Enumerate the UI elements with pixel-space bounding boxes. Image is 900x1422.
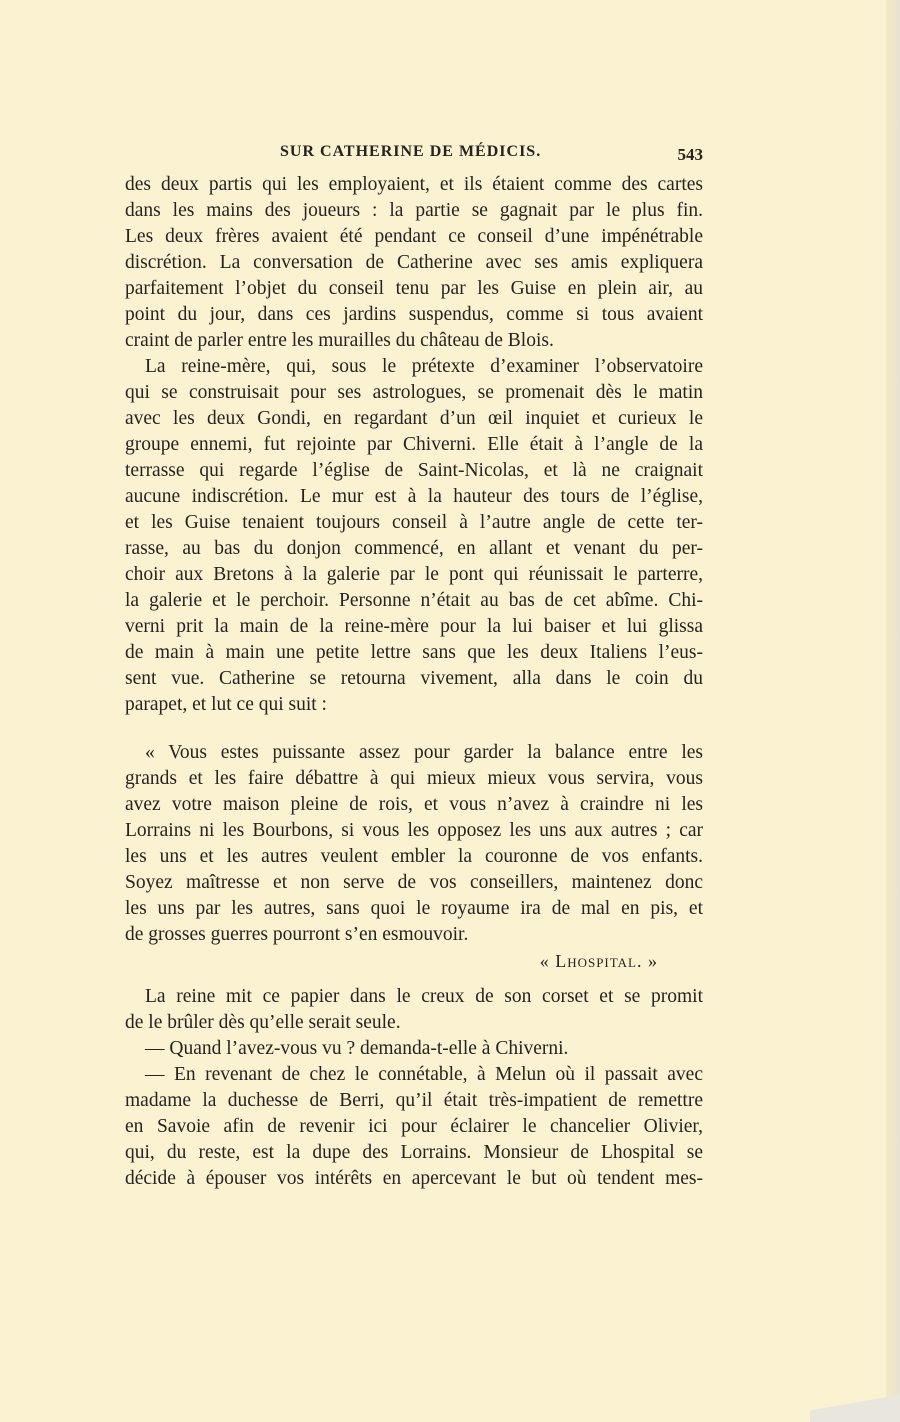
paragraph-1 — [125, 172, 703, 354]
paragraph-5 — [125, 1062, 703, 1192]
text-line: Lorrains ni les Bourbons, si vous les opposez les uns aux autres ; car — [125, 820, 703, 841]
spacer — [125, 718, 703, 740]
paragraph-4 — [125, 1036, 703, 1062]
text-line: avez votre maison pleine de rois, et vous n’avez à craindre ni les — [125, 794, 703, 815]
running-title: SUR CATHERINE DE MÉDICIS. — [280, 143, 542, 160]
text-line: — En revenant de chez le connétable, à Melun où il passait avec — [145, 1064, 703, 1085]
text-line: parfaitement l’objet du conseil tenu par les Guise en plein air, au — [125, 278, 703, 299]
text-line: groupe ennemi, fut rejointe par Chiverni. Elle était à l’angle de la — [125, 434, 703, 455]
text-line: les uns et les autres veulent embler la couronne de vos enfants. — [125, 846, 703, 867]
text-line: décide à épouser vos intérêts en apercevant le but où tendent mes- — [125, 1168, 703, 1189]
text-line: Soyez maîtresse et non serve de vos conseillers, maintenez donc — [125, 872, 703, 893]
page-edge-shadow — [886, 0, 900, 1422]
text-line: parapet, et lut ce qui suit : — [125, 694, 327, 715]
text-line: de main à main une petite lettre sans que les deux Italiens l’eus- — [125, 642, 703, 663]
text-line: sent vue. Catherine se retourna vivement, alla dans le coin du — [125, 668, 703, 689]
text-line: qui se construisait pour ses astrologues, se promenait dès le matin — [125, 382, 703, 403]
text-line: « Vous estes puissante assez pour garder la balance entre les — [145, 742, 703, 763]
text-line: rasse, au bas du donjon commencé, en allant et venant du per- — [125, 538, 703, 559]
page-body — [125, 172, 703, 1192]
text-line: de le brûler dès qu’elle serait seule. — [125, 1012, 401, 1033]
text-line: La reine-mère, qui, sous le prétexte d’examiner l’observatoire — [145, 356, 703, 377]
text-line: grands et les faire débattre à qui mieux mieux vous servira, vous — [125, 768, 703, 789]
text-line: les uns par les autres, sans quoi le royaume ira de mal en pis, et — [125, 898, 703, 919]
spacer — [125, 974, 703, 984]
text-line: et les Guise tenaient toujours conseil à l’autre angle de cette ter- — [125, 512, 703, 533]
paragraph-2 — [125, 354, 703, 718]
text-line: qui, du reste, est la dupe des Lorrains. Monsieur de Lhospital se — [125, 1142, 703, 1163]
page-number: 543 — [677, 145, 703, 164]
text-line: verni prit la main de la reine-mère pour la lui baiser et lui glissa — [125, 616, 703, 637]
page-corner-fold — [810, 1382, 900, 1422]
text-line: madame la duchesse de Berri, qu’il était très-impatient de remettre — [125, 1090, 703, 1111]
text-line: terrasse qui regarde l’église de Saint-Nicolas, et là ne craignait — [125, 460, 703, 481]
paragraph-3 — [125, 984, 703, 1036]
text-line: choir aux Bretons à la galerie par le pont qui réunissait le parterre, — [125, 564, 703, 585]
text-line: des deux partis qui les employaient, et ils étaient comme des cartes — [125, 174, 703, 195]
text-line: — Quand l’avez-vous vu ? demanda-t-elle à Chiverni. — [145, 1038, 569, 1059]
text-line: en Savoie afin de revenir ici pour éclairer le chancelier Olivier, — [125, 1116, 703, 1137]
text-line: la galerie et le perchoir. Personne n’était au bas de cet abîme. Chi- — [125, 590, 703, 611]
text-line: avec les deux Gondi, en regardant d’un œil inquiet et curieux le — [125, 408, 703, 429]
text-line: Les deux frères avaient été pendant ce conseil d’une impénétrable — [125, 226, 703, 247]
text-line: aucune indiscrétion. Le mur est à la hauteur des tours de l’église, — [125, 486, 703, 507]
text-line: discrétion. La conversation de Catherine avec ses amis expliquera — [125, 252, 703, 273]
text-line: craint de parler entre les murailles du château de Blois. — [125, 330, 554, 351]
letter-quote — [125, 740, 703, 948]
text-line: dans les mains des joueurs : la partie se gagnait par le plus fin. — [125, 200, 703, 221]
letter-signature: « Lhospital. » — [539, 951, 658, 971]
text-line: La reine mit ce papier dans le creux de son corset et se promit — [145, 986, 703, 1007]
text-line: point du jour, dans ces jardins suspendus, comme si tous avaient — [125, 304, 703, 325]
page-header — [125, 143, 703, 169]
text-line: de grosses guerres pourront s’en esmouvoir. — [125, 924, 469, 945]
